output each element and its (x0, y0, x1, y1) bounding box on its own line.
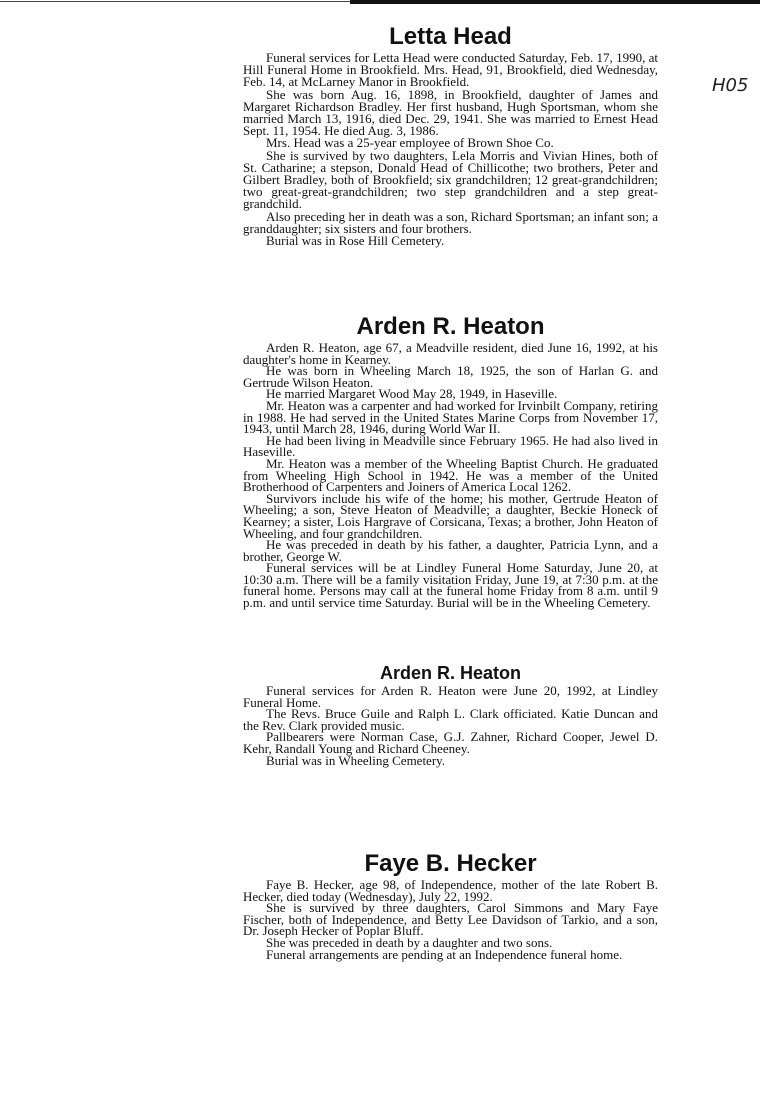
obituary-paragraph: Arden R. Heaton, age 67, a Meadville resident, died June 16, 1992, at his daughter's home in Kearney. (243, 340, 658, 367)
obituary-arden-heaton-services (243, 663, 658, 766)
obituary-paragraph: Mr. Heaton was a member of the Wheeling Baptist Church. He graduated from Wheeling High School in 1942. He was a member of the United Brotherhood of Carpenters and Joiners of America Local 1262. (243, 455, 658, 495)
obituary-paragraph: Burial was in Rose Hill Cemetery. (266, 233, 445, 249)
obituary-title: Arden R. Heaton (356, 313, 545, 340)
obituary-paragraph: She was born Aug. 16, 1898, in Brookfield, daughter of James and Margaret Richardson Bradley. Her first husband, Hugh Sportsman, whom she married March 13, 1916, died Dec. 29, 1941. She was married to Ernest Head Sept. 11, 1954. He died Aug. 3, 1986. (243, 86, 658, 139)
obituary-paragraph: Funeral arrangements are pending at an Independence funeral home. (266, 946, 623, 962)
obituary-paragraph: She is survived by two daughters, Lela Morris and Vivian Hines, both of St. Catharine; a stepson, Donald Head of Chillicothe; two brothers, Peter and Gilbert Bradley, both of Brookfield; six grandchildren; 12 great-grandchildren; two great-great-grandchildren; two step grandchildren and a step great-grandchild. (243, 147, 658, 212)
obituary-paragraph: Burial was in Wheeling Cemetery. (266, 752, 446, 768)
obituary-paragraph: The Revs. Bruce Guile and Ralph L. Clark officiated. Katie Duncan and the Rev. Clark provided music. (243, 706, 658, 733)
obituary-paragraph: Funeral services will be at Lindley Funeral Home Saturday, June 20, at 10:30 a.m. There will be a family visitation Friday, June 19, at 7:30 p.m. at the funeral home. Persons may call at the funeral home Friday from 8 a.m. until 9 p.m. and until service time Saturday. Burial will be in the Wheeling Cemetery. (243, 560, 658, 611)
obituary-paragraph: Also preceding her in death was a son, Richard Sportsman; an infant son; a granddaughter; six sisters and four brothers. (243, 208, 658, 236)
handwritten-annotation: H05 (712, 75, 749, 96)
obituary-paragraph: She is survived by three daughters, Carol Simmons and Mary Faye Fischer, both of Independence, and Betty Lee Davidson of Tarkio, and a son, Dr. Joseph Hecker of Poplar Bluff. (243, 900, 658, 939)
obituary-paragraph: She was preceded in death by a daughter and two sons. (266, 934, 553, 950)
obituary-paragraph: Survivors include his wife of the home; his mother, Gertrude Heaton of Wheeling; a son, Steve Heaton of Meadville; a daughter, Beckie Honeck of Kearney; a sister, Lois Hargrave of Corsicana, Texas; a brother, John Heaton of Wheeling, and four grandchildren. (243, 490, 658, 541)
obituary-paragraph: Faye B. Hecker, age 98, of Independence, mother of the late Robert B. Hecker, died today (Wednesday), July 22, 1992. (243, 877, 658, 904)
obituary-paragraph: Funeral services for Arden R. Heaton were June 20, 1992, at Lindley Funeral Home. (243, 683, 658, 710)
obituary-title: Letta Head (389, 23, 512, 50)
obituary-paragraph: Funeral services for Letta Head were conducted Saturday, Feb. 17, 1990, at Hill Funeral Home in Brookfield. Mrs. Head, 91, Brookfield, died Wednesday, Feb. 14, at McLarney Manor in Brookfield. (243, 50, 658, 90)
obituary-paragraph: Mr. Heaton was a carpenter and had worked for Irvinbilt Company, retiring in 1988. He had served in the United States Marine Corps from November 17, 1943, until March 28, 1946, during World War II. (243, 397, 658, 437)
obituary-paragraph: He was born in Wheeling March 18, 1925, the son of Harlan G. and Gertrude Wilson Heaton. (243, 363, 658, 390)
obituary-letta-head (243, 24, 658, 247)
obituary-arden-heaton (243, 314, 658, 609)
obituary-paragraph: Mrs. Head was a 25-year employee of Brown Shoe Co. (266, 135, 554, 151)
obituary-paragraph: He had been living in Meadville since February 1965. He had also lived in Haseville. (243, 432, 658, 460)
obituary-paragraph: He married Margaret Wood May 28, 1949, in Haseville. (266, 386, 558, 402)
obituary-title: Faye B. Hecker (364, 850, 537, 877)
obituary-paragraph: He was preceded in death by his father, a daughter, Patricia Lynn, and a brother, George W. (243, 537, 658, 564)
scan-top-bar (350, 0, 760, 4)
obituary-faye-hecker (243, 851, 658, 960)
obituary-paragraph: Pallbearers were Norman Case, G.J. Zahner, Richard Cooper, Jewel D. Kehr, Randall Young and Richard Cheeney. (243, 729, 658, 756)
obituary-title: Arden R. Heaton (379, 663, 521, 683)
